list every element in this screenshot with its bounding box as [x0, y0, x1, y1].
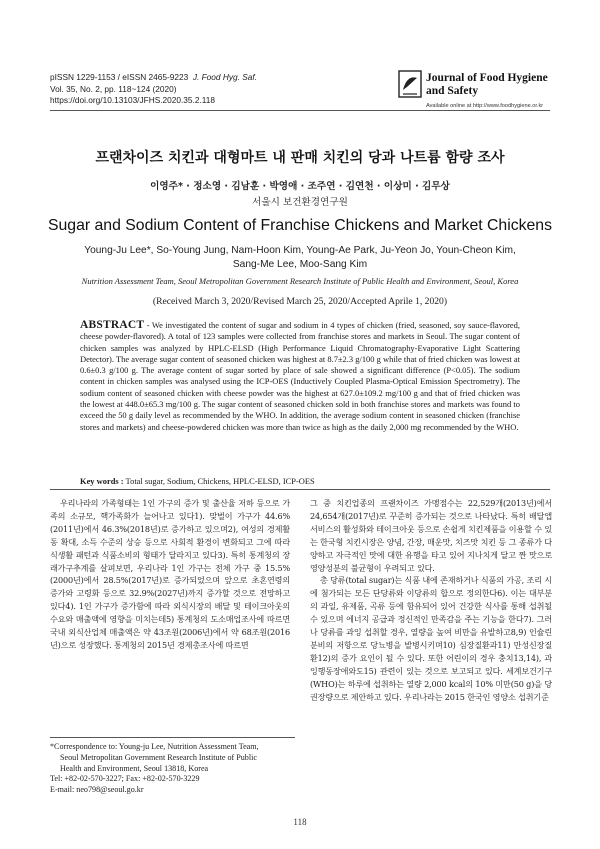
abstract-heading: ABSTRACT	[80, 319, 145, 331]
authors-english-line2: Sang-Me Lee, Moo-Sang Kim	[232, 258, 368, 270]
journal-header	[50, 72, 257, 107]
volume-info: Vol. 35, No. 2, pp. 118~124 (2020)	[50, 83, 177, 94]
correspondence-footnote	[50, 742, 295, 796]
footnote-line4: Tel: +82-02-570-3227; Fax: +82-02-570-3229	[50, 774, 200, 784]
page-number: 118	[293, 817, 307, 827]
journal-brand-title	[426, 72, 548, 98]
body-right-paragraph-1: 그 중 치킨업종의 프랜차이즈 가맹점수는 22,529개(2013년)에서 24,654개(2017년)로 꾸준히 증가되는 것으로 나타났다. 특히 배달앱 서비스의 활성화와 테이크아웃 등으로 손쉽게 치킨제품을 이용할 수 있는 한국형 치킨시장은 양념, 간장, 매운맛, 치즈맛 치킨 등 그 종류가 다양하고 자극적인 맛에 대한 유행을 타고 있어 지나치게 달고 짠 맛으로 영양성분의 불균형이 우려되고 있다.	[310, 498, 552, 573]
footnote-line1: *Correspondence to: Young-ju Lee, Nutrition Assessment Team,	[50, 742, 259, 751]
keywords-label: Key words :	[80, 476, 124, 486]
doi-link[interactable]: https://doi.org/10.13103/JFHS.2020.35.2.118	[50, 95, 215, 105]
body-right-paragraph-2: 총 당류(total sugar)는 식품 내에 존재하거나 식품의 가공, 조리 시에 첨가되는 모든 단당류와 이당류의 합으로 정의한다6). 이는 대부분의 과일, 유제품, 곡류 등에 함유되어 있어 건강한 식사를 통해 섭취될 수 있으며 에너지 공급과 정신적인 만족감을 주는 기능을 한다7). 그러나 당류를 과잉 섭취할 경우, 열량을 높여 비만을 유발하고8,9) 인슐린 분비의 저항으로 당뇨병을 발병시키며10) 심장질환과11) 만성신장질환12)의 증가 요인이 될 수 있다. 또한 어린이의 경우 충치13,14), 과잉행동장애와도15) 관련이 있는 것으로 보고되고 있다. 세계보건기구(WHO)는 하루에 섭취하는 열량 2,000 kcal의 10% 미만(50 g)을 당 권장량으로 제안하고 있다. 우리나라는 2015 한국인 영양소 섭취기준	[310, 575, 552, 702]
journal-brand	[398, 70, 558, 114]
header-divider	[50, 110, 550, 111]
journal-abbrev: J. Food Hyg. Saf.	[192, 72, 257, 82]
abstract	[80, 320, 520, 433]
issn: pISSN 1229-1153 / eISSN 2465-9223	[50, 72, 189, 82]
affiliation-english: Nutrition Assessment Team, Seoul Metropolitan Government Research Institute of Public Health and Environment, Seoul, Korea	[81, 276, 519, 286]
journal-logo-icon	[398, 70, 422, 98]
journal-url[interactable]: Available online at http://www.foodhygiene.or.kr	[426, 103, 544, 109]
authors-english	[70, 244, 530, 271]
brand-title-line2: and Safety	[426, 85, 479, 97]
received-dates: (Received March 3, 2020/Revised March 25, 2020/Accepted Aprile 1, 2020)	[152, 296, 448, 307]
footnote-line3: Health and Environment, Seoul 13818, Korea	[60, 763, 209, 773]
abstract-text: - We investigated the content of sugar and sodium in 4 types of chicken (fried, seasoned, soy sauce-flavored, cheese powder-flavored). A total of 123 samples were collected from franchise stores and markets in Seoul. The sugar content of chicken samples was analyzed by HPLC-ELSD (High Performance Liquid Chromatography-Evaporative Light Scattering Detector). The average sugar content of seasoned chicken was highest at 8.7±2.3 g/100 g while that of fried chicken was lowest at 0.6±0.3 g/100 g. The average content of sugar sorted by place of sale showed a significant difference (P<0.05). The sodium content in chicken samples was analysed using the ICP-OES (Inductively Coupled Plasma-Optical Emission Spectrometry). The sodium content of seasoned chicken with cheese powder was the highest at 627.0±109.2 mg/100 g and that of fried chicken was the lowest at 448.0±65.3 mg/100 g. The sugar content of seasoned chicken sold in both franchise stores and markets was found to exceed the 50 g daily level as recommended by the WHO. In addition, the average sodium content in seasoned chicken (franchise stores and markets) and cheese-powdered chicken was more than twice as high as the daily 2,000 mg recommended by the WHO.	[80, 320, 520, 432]
authors-korean: 이영주* · 정소영 · 김남훈 · 박영애 · 조주연 · 김연천 · 이상미 · 김무상	[150, 181, 450, 192]
authors-english-line1: Young-Ju Lee*, So-Young Jung, Nam-Hoon Kim, Young-Ae Park, Ju-Yeon Jo, Youn-Cheon Kim,	[84, 245, 516, 256]
body-left-column: 우리나라의 가족형태는 1인 가구의 증가 및 출산율 저하 등으로 가족의 소규모, 핵가족화가 늘어나고 있다1). 맞벌이 가구가 44.6%(2011년)에서 46.3%(2018년)로 증가하고 있으며2), 여성의 경제활동 확대, 소득 수준의 상승 등으로 사회적 환경이 변화되고 그에 따라 식생활 패턴과 식품소비의 형태가 달라지고 있다3). 특히 통계청의 장래가구추계를 살펴보면, 우리나라 1인 가구는 전체 가구 중 15.5%(2000년)에서 28.5%(2017년)로 증가되었으며 앞으로 초혼연령의 증가와 고령화 등으로 32.9%(2027년)까지 증가할 것으로 전망하고 있다4). 1인 가구가 증가함에 따라 외식시장의 배달 및 테이크아웃의 수요와 매출액에 영향을 미치는데5) 통계청의 도소매업조사에 따르면 국내 외식산업체 매출액은 약 43조원(2006년)에서 약 68조원(2016년)으로 성장했다. 통계청의 2015년 경제총조사에 따르면	[50, 498, 290, 650]
keywords	[80, 476, 520, 486]
keywords-text: Total sugar, Sodium, Chickens, HPLC-ELSD, ICP-OES	[123, 476, 315, 486]
title-english: Sugar and Sodium Content of Franchise Chickens and Market Chickens	[47, 217, 552, 234]
abstract-divider	[50, 489, 550, 490]
footnote-divider	[50, 737, 295, 738]
footnote-line2: Seoul Metropolitan Government Research Institute of Public	[60, 752, 257, 762]
footnote-email[interactable]: E-mail: neo798@seoul.go.kr	[50, 785, 144, 795]
body-right-column	[310, 497, 552, 704]
title-korean: 프랜차이즈 치킨과 대형마트 내 판매 치킨의 당과 나트륨 함량 조사	[95, 150, 505, 166]
brand-title-line1: Journal of Food Hygiene	[426, 72, 548, 84]
affiliation-korean: 서울시 보건환경연구원	[252, 197, 348, 208]
